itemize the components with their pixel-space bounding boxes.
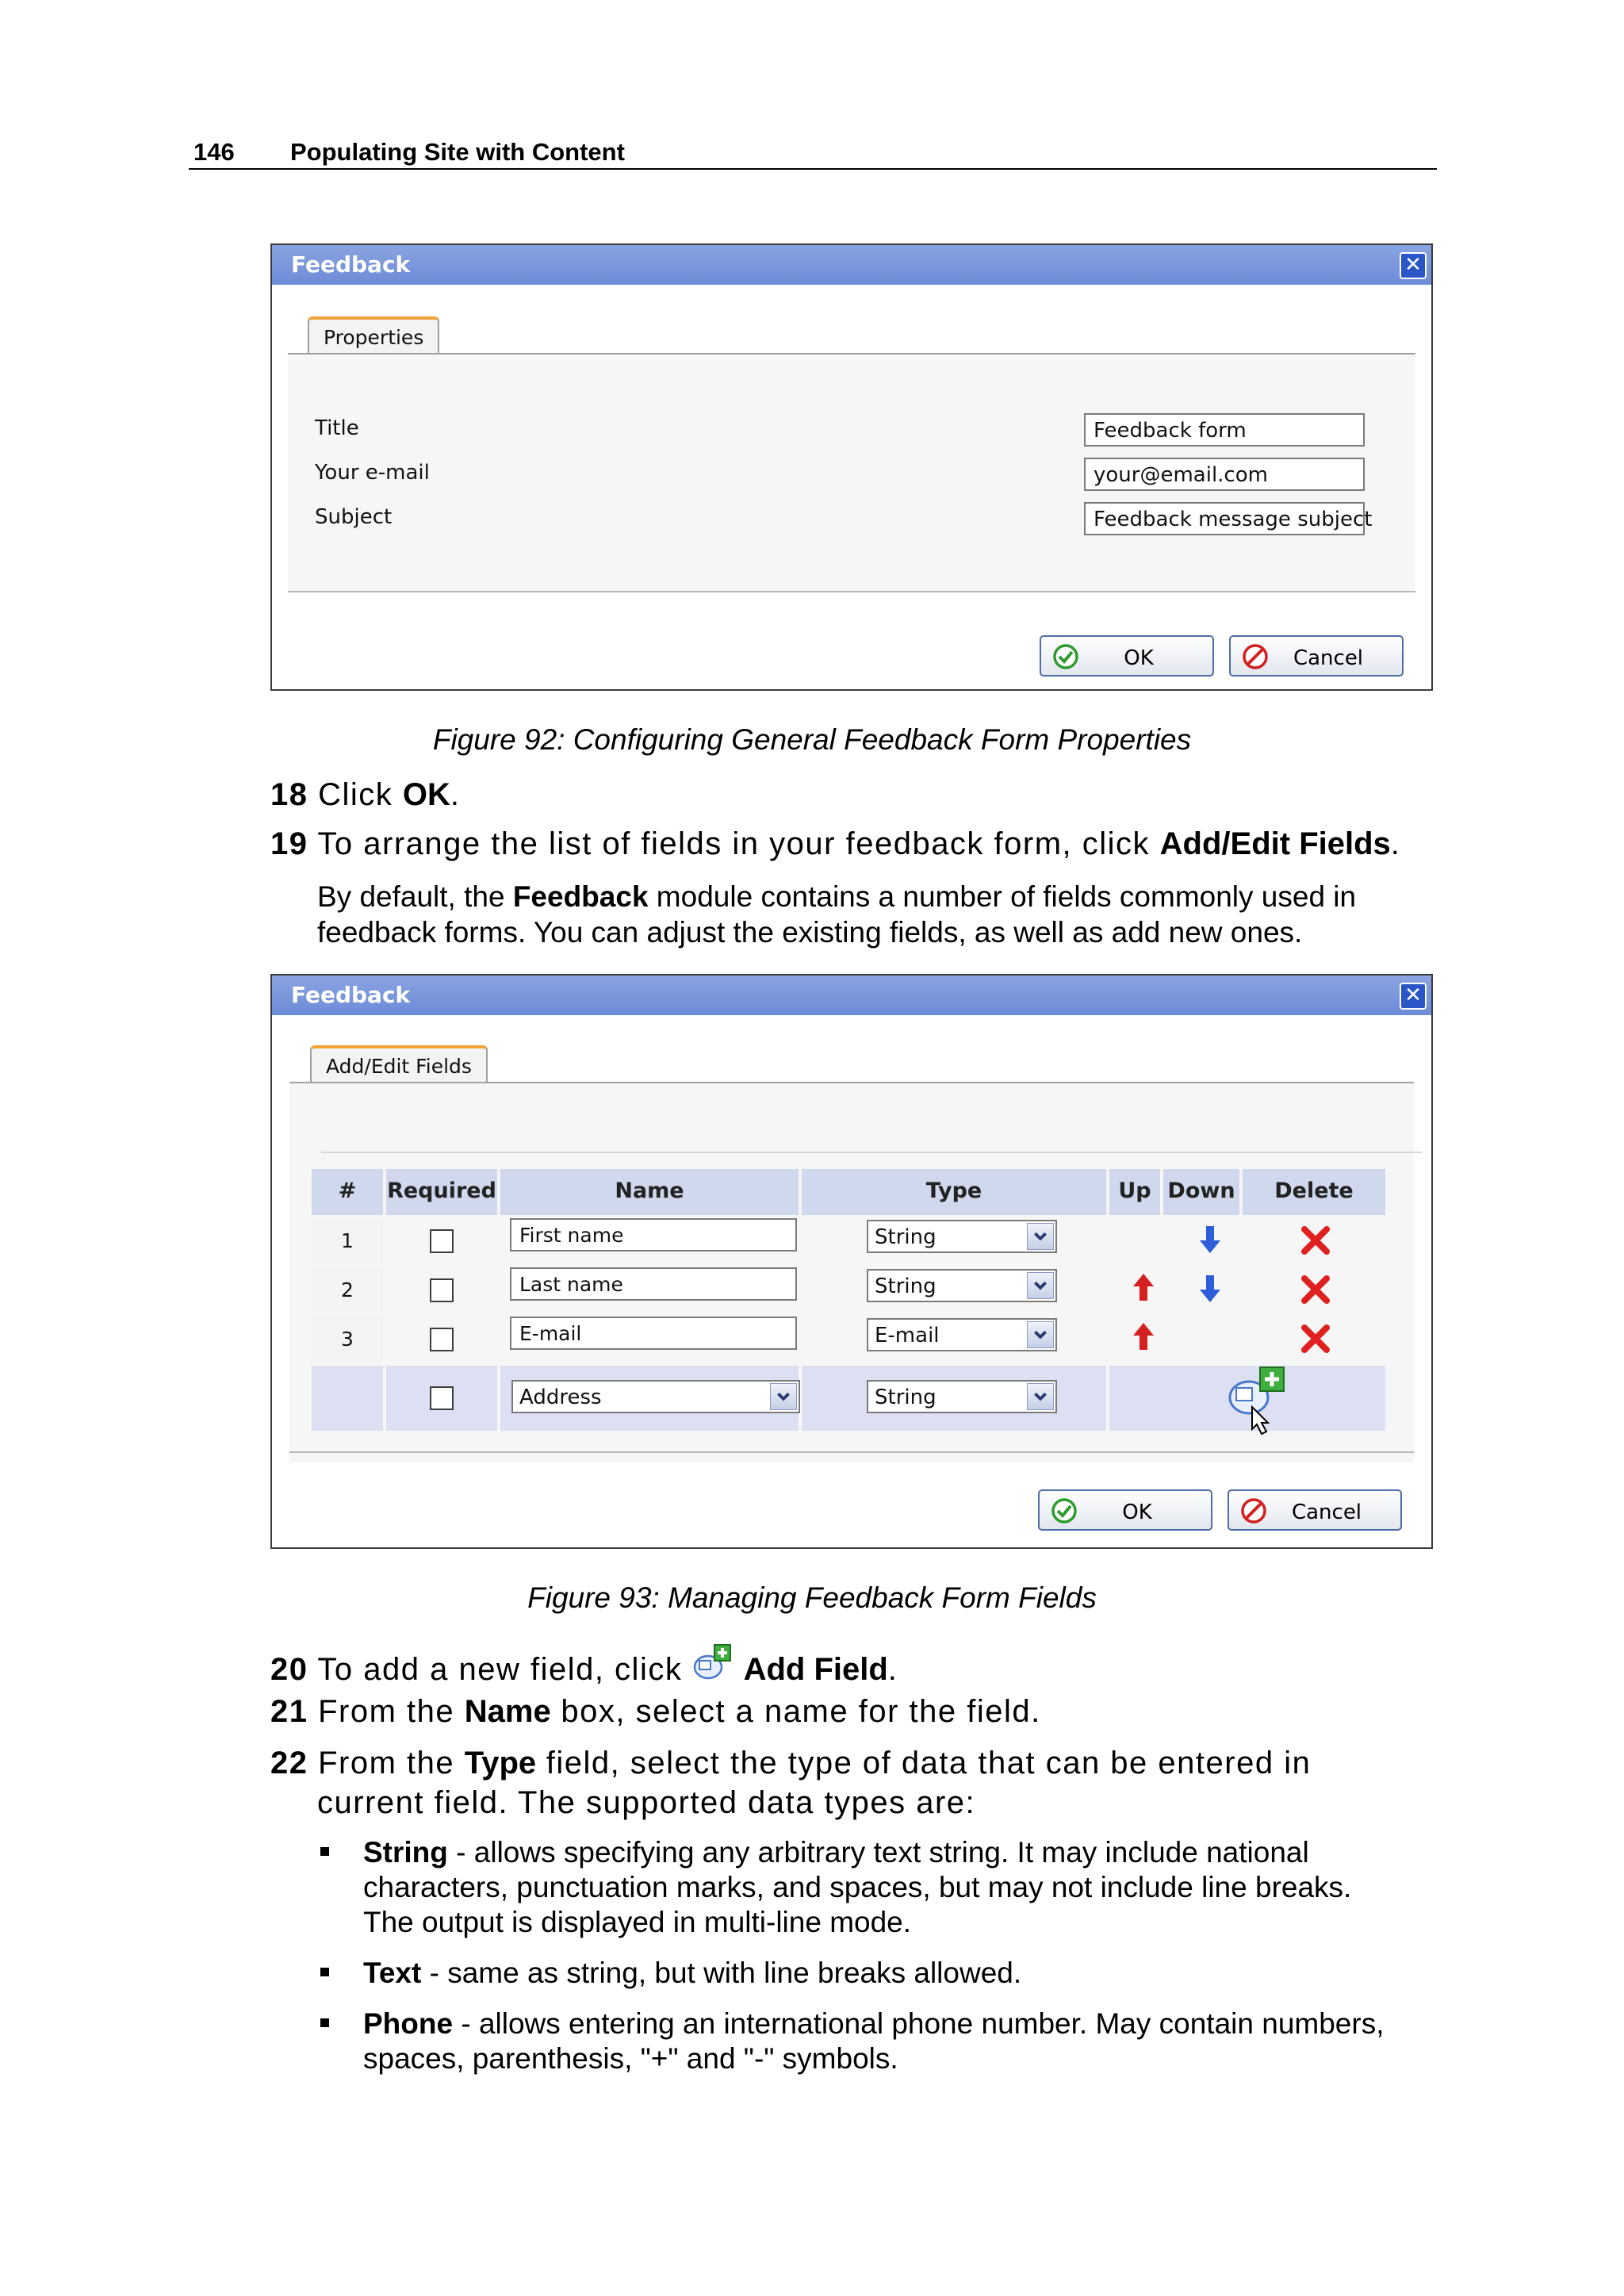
cancel-button[interactable] — [1228, 1489, 1402, 1531]
step-text-line2: current field. The supported data types are: — [317, 1785, 976, 1820]
running-header — [189, 135, 1437, 170]
bullet-text: - same as string, but with line breaks allowed. — [421, 1957, 1022, 1989]
subject-input[interactable]: Feedback message subject — [1084, 502, 1365, 535]
close-icon[interactable]: ✕ — [1400, 983, 1427, 1010]
command-add-edit-fields: Add/Edit Fields — [1159, 826, 1391, 861]
chevron-down-icon — [770, 1383, 797, 1410]
feedback-properties-dialog — [270, 243, 1433, 691]
tab-properties[interactable] — [308, 316, 439, 355]
figure-93-caption: Figure 93: Managing Feedback Form Fields — [527, 1581, 1097, 1614]
arrow-up-icon[interactable] — [1132, 1272, 1155, 1304]
tab-underline — [288, 353, 1415, 355]
ok-label: OK — [1124, 646, 1154, 670]
step-number: 22 — [270, 1746, 308, 1780]
bullet-marker — [320, 1847, 329, 1856]
title-input[interactable]: Feedback form — [1084, 413, 1365, 447]
arrow-up-icon[interactable] — [1132, 1321, 1155, 1353]
step-text: To add a new field, click — [317, 1652, 692, 1687]
cancel-label: Cancel — [1293, 646, 1364, 670]
tab-add-edit-fields[interactable] — [310, 1045, 488, 1083]
tab-label: Add/Edit Fields — [326, 1055, 472, 1078]
dialog-title: Feedback — [291, 251, 411, 278]
figure-92-caption: Figure 92: Configuring General Feedback Form Properties — [432, 723, 1192, 756]
step-text-end: . — [1390, 826, 1401, 861]
field-type-select[interactable] — [867, 1318, 1057, 1351]
chevron-down-icon — [1027, 1383, 1054, 1410]
step-text: Click — [318, 777, 403, 812]
close-icon[interactable]: ✕ — [1400, 252, 1427, 279]
select-value: E-mail — [875, 1324, 940, 1347]
bullet-text-line2: spaces, parenthesis, "+" and "-" symbols. — [363, 2042, 898, 2075]
bullet-text: - allows entering an international phone number. May contain numbers, — [453, 2007, 1385, 2040]
bullet-term: Text — [363, 1957, 422, 1989]
step-text: From the — [318, 1694, 465, 1729]
add-field-icon — [692, 1643, 733, 1685]
bullet-phone — [363, 2007, 1384, 2076]
command-ok: OK — [402, 777, 450, 812]
para-text-line2: feedback forms. You can adjust the existing fields, as well as add new ones. — [317, 916, 1303, 949]
step-number: 19 — [270, 826, 308, 861]
new-field-row — [312, 1366, 383, 1431]
table-top-line — [321, 1152, 1422, 1153]
email-input[interactable]: your@email.com — [1084, 458, 1365, 491]
select-value: String — [875, 1225, 936, 1249]
step-text-end: box, select a name for the field. — [550, 1694, 1041, 1729]
bullet-text-line3: The output is displayed in multi-line mode. — [363, 1906, 912, 1938]
select-value: String — [875, 1386, 936, 1409]
step-number: 20 — [270, 1652, 308, 1687]
command-type: Type — [464, 1746, 537, 1780]
feedback-fields-dialog — [270, 974, 1433, 1549]
para-text: By default, the — [317, 880, 513, 913]
command-add-field: Add Field — [743, 1652, 888, 1687]
new-field-name-select[interactable] — [511, 1380, 800, 1413]
row-number: 2 — [312, 1267, 383, 1313]
command-name: Name — [464, 1694, 551, 1729]
cancel-button[interactable] — [1229, 635, 1404, 677]
chevron-down-icon — [1027, 1272, 1054, 1299]
dialog-title-bar — [272, 976, 1431, 1015]
field-name-input[interactable]: Last name — [510, 1267, 797, 1301]
ok-label: OK — [1122, 1501, 1152, 1524]
bullet-term: Phone — [363, 2007, 454, 2040]
col-header-up: Up — [1109, 1169, 1160, 1215]
section-title: Populating Site with Content — [290, 138, 625, 166]
step-21 — [270, 1694, 1041, 1730]
bullet-string — [363, 1835, 1351, 1940]
step-19-paragraph — [317, 879, 1356, 950]
arrow-down-icon[interactable] — [1198, 1225, 1222, 1256]
divider — [288, 591, 1415, 592]
required-checkbox[interactable] — [430, 1386, 454, 1410]
dialog-title-bar — [272, 245, 1431, 285]
row-number: 1 — [312, 1218, 383, 1264]
bullet-term: String — [363, 1836, 448, 1869]
chevron-down-icon — [1027, 1223, 1054, 1250]
field-name-input[interactable]: E-mail — [510, 1317, 797, 1350]
bullet-marker — [320, 2018, 329, 2027]
step-19 — [270, 826, 1400, 862]
add-field-icon[interactable] — [1225, 1363, 1289, 1435]
step-text: To arrange the list of fields in your feedback form, click — [317, 826, 1160, 861]
email-label: Your e-mail — [315, 461, 430, 485]
step-20 — [270, 1643, 898, 1688]
page-number: 146 — [193, 138, 235, 166]
bullet-text-line2: characters, punctuation marks, and spaces, but may not include line breaks. — [363, 1871, 1352, 1903]
new-field-type-select[interactable] — [867, 1380, 1057, 1413]
step-text: field, select the type of data that can be entered in — [536, 1746, 1312, 1780]
step-text-end: . — [450, 777, 461, 812]
chevron-down-icon — [1027, 1321, 1054, 1348]
delete-icon[interactable] — [1300, 1225, 1331, 1256]
subject-label: Subject — [315, 505, 393, 529]
step-18 — [270, 777, 461, 813]
field-type-select[interactable] — [867, 1220, 1057, 1253]
col-header-num: # — [312, 1169, 383, 1215]
col-header-required: Required — [386, 1169, 497, 1215]
cancel-label: Cancel — [1291, 1501, 1362, 1524]
step-22 — [270, 1743, 1311, 1823]
arrow-down-icon[interactable] — [1198, 1274, 1222, 1305]
required-checkbox[interactable] — [430, 1328, 454, 1351]
step-number: 18 — [270, 777, 308, 812]
required-checkbox[interactable] — [430, 1229, 454, 1253]
row-number: 3 — [312, 1317, 383, 1363]
field-name-input[interactable]: First name — [510, 1218, 797, 1251]
ok-button[interactable] — [1038, 1489, 1212, 1531]
select-value: String — [875, 1274, 936, 1298]
col-header-delete: Delete — [1243, 1169, 1385, 1215]
field-type-select[interactable] — [867, 1269, 1057, 1302]
bullet-text: - allows specifying any arbitrary text string. It may include national — [447, 1836, 1309, 1869]
col-header-name: Name — [500, 1169, 799, 1215]
tab-label: Properties — [324, 326, 424, 349]
col-header-down: Down — [1163, 1169, 1239, 1215]
bullet-marker — [320, 1968, 329, 1976]
delete-icon[interactable] — [1300, 1323, 1331, 1355]
required-checkbox[interactable] — [430, 1278, 454, 1302]
select-value: Address — [519, 1386, 602, 1409]
step-number: 21 — [270, 1694, 308, 1729]
bullet-text — [363, 1956, 1021, 1991]
col-header-type: Type — [802, 1169, 1106, 1215]
title-label: Title — [315, 416, 359, 440]
tab-underline — [289, 1082, 1414, 1083]
step-text: From the — [318, 1746, 465, 1780]
step-text-end: . — [887, 1652, 898, 1687]
para-text: module contains a number of fields commonly used in — [648, 880, 1357, 913]
divider — [289, 1451, 1414, 1453]
delete-icon[interactable] — [1300, 1274, 1331, 1305]
dialog-title: Feedback — [291, 982, 411, 1008]
module-name: Feedback — [512, 880, 649, 913]
ok-button[interactable] — [1040, 635, 1214, 677]
